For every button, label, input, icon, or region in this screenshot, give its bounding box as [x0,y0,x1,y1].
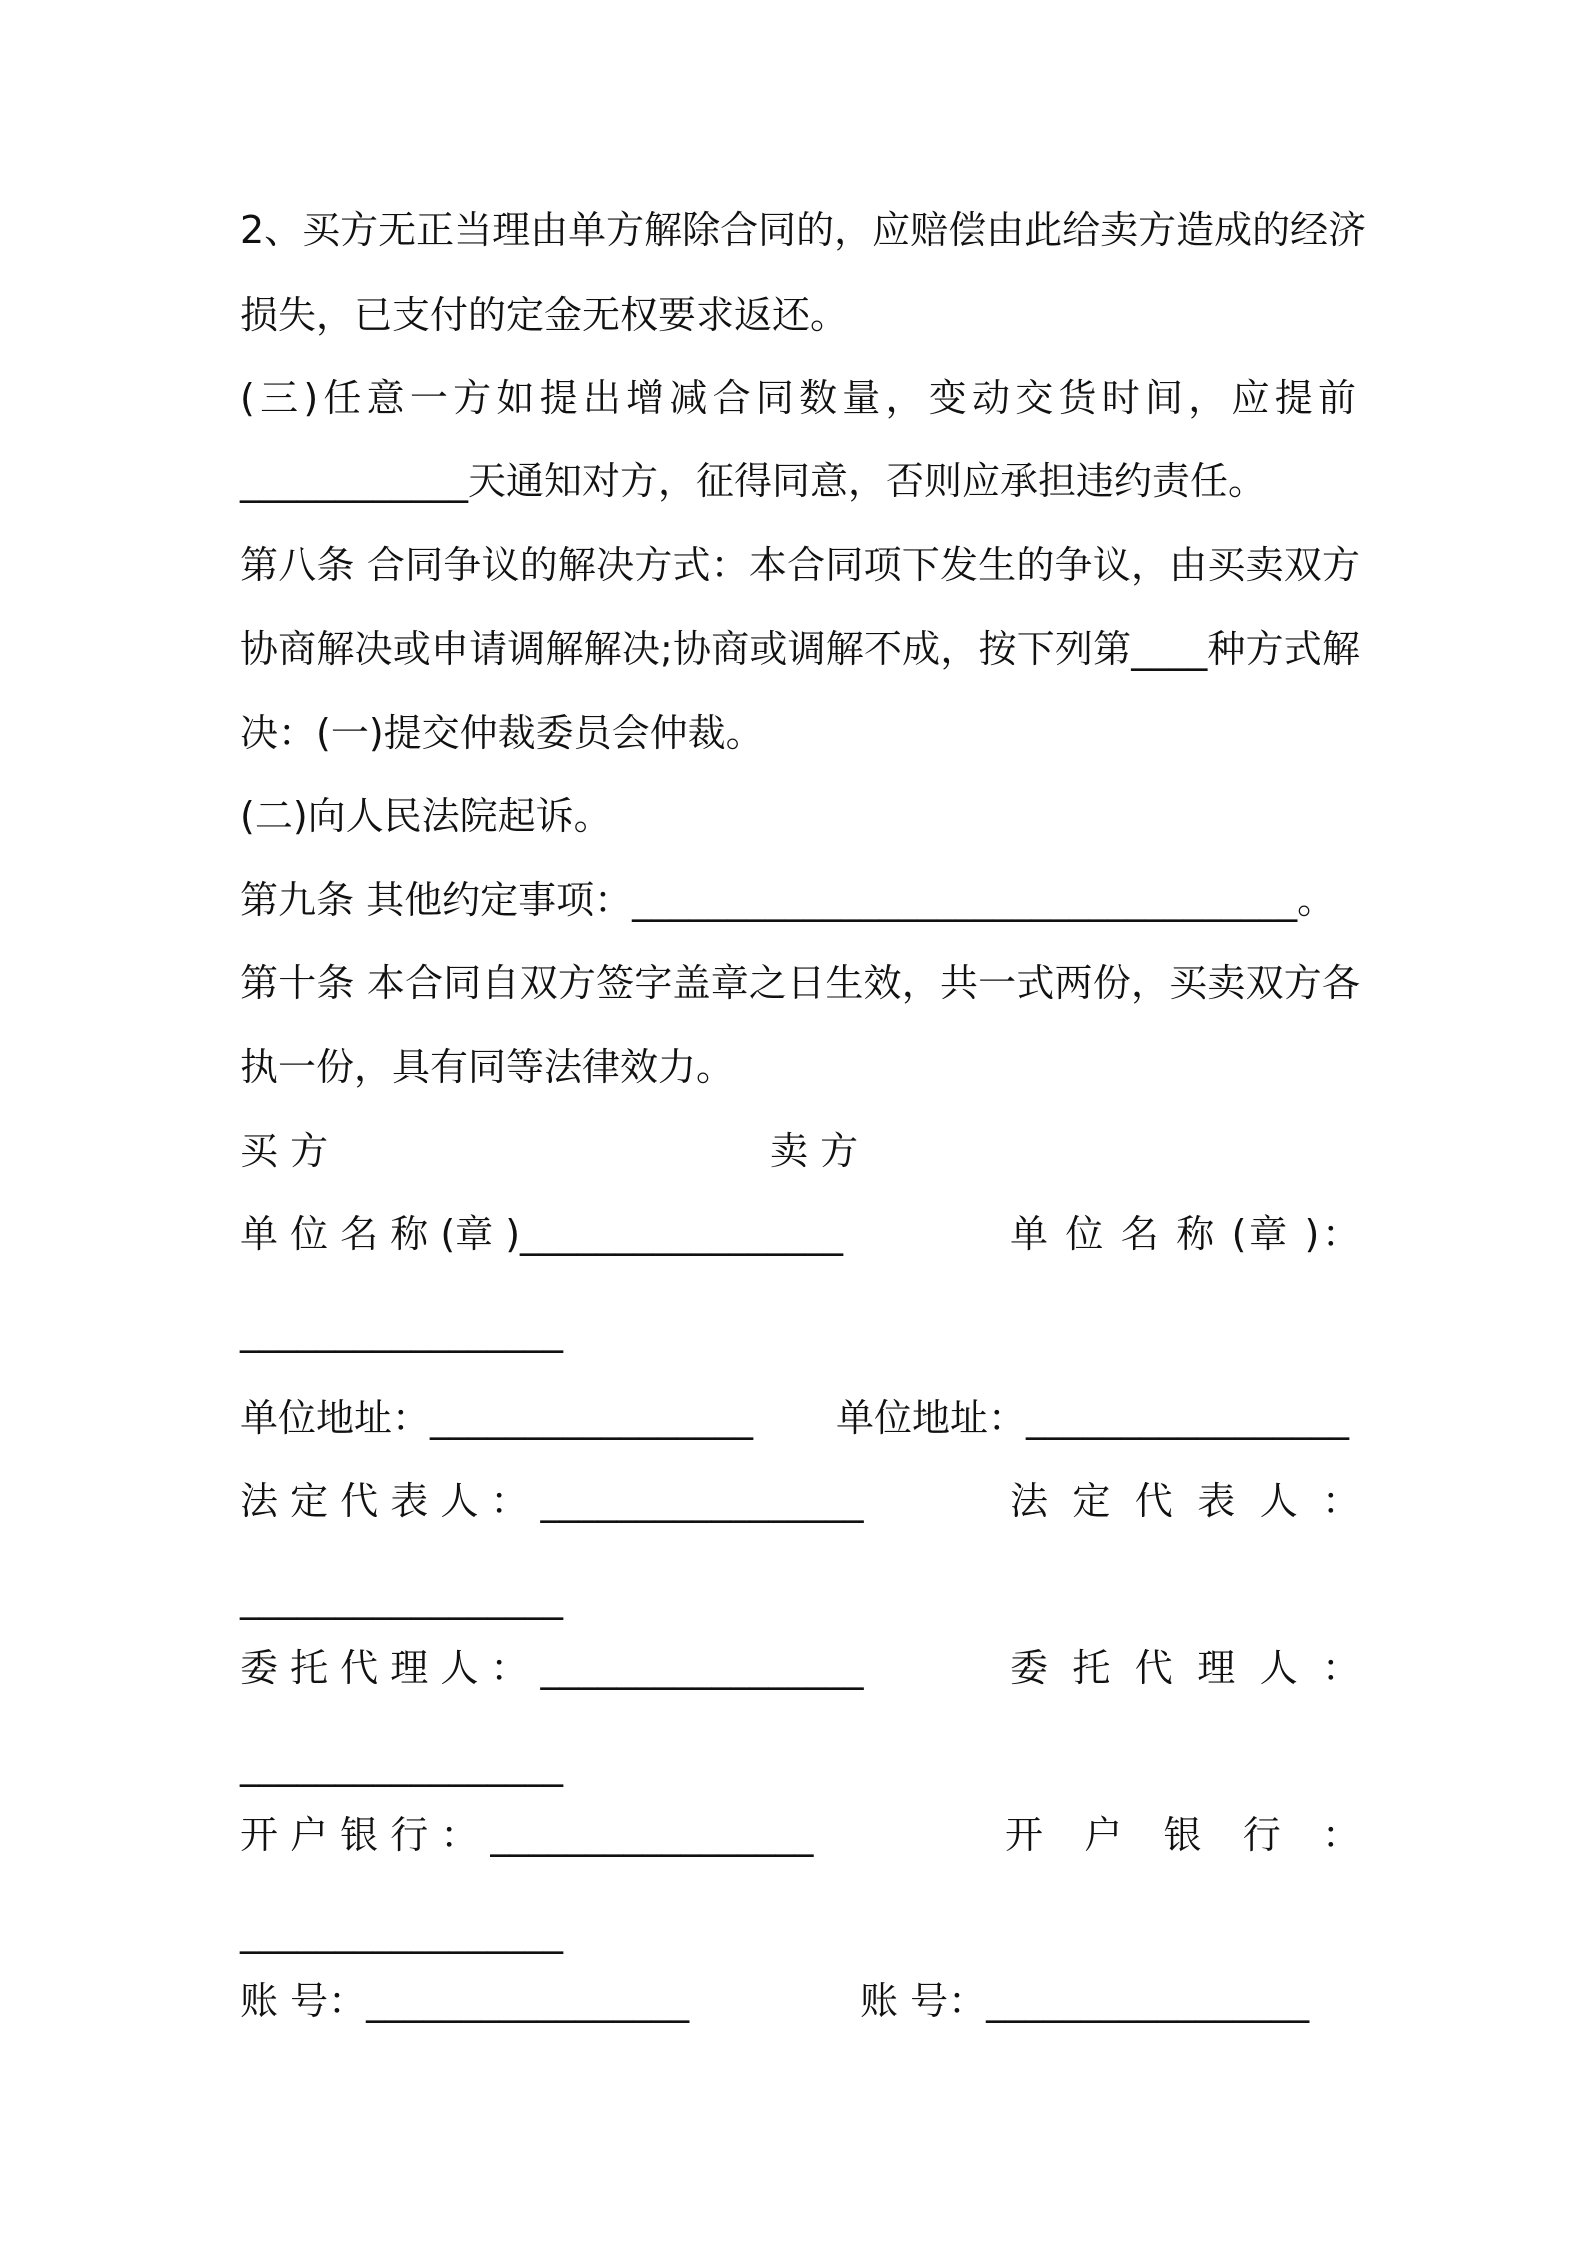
seller-unit-name-label: 单 位 名 称 (章 )： [1010,1212,1360,1256]
seller-legal-rep-blank: _________________ [240,1576,563,1620]
article-8-line-2: 协商解决或申请调解解决;协商或调解不成，按下列第____种方式解 [240,627,1360,671]
article-8-line-3: 决：(一)提交仲裁委员会仲裁。 [240,711,764,755]
clause-buyer-termination-line-2: 损失，已支付的定金无权要求返还。 [240,293,849,337]
seller-heading: 卖 方 [770,1129,859,1173]
clause-quantity-change-line-1: (三)任意一方如提出增减合同数量，变动交货时间，应提前 [240,376,1360,420]
buyer-unit-name-field: 单 位 名 称 (章 )_________________ [240,1212,844,1256]
article-8-line-1: 第八条 合同争议的解决方式：本合同项下发生的争议，由买卖双方 [240,543,1360,587]
seller-agent-blank: _________________ [240,1743,563,1787]
article-8-option-2: (二)向人民法院起诉。 [240,794,612,838]
buyer-address-field: 单位地址：_________________ [240,1396,754,1440]
seller-legal-rep-label: 法 定 代 表 人 ： [1010,1479,1360,1523]
seller-bank-label: 开 户 银 行 ： [1005,1813,1360,1857]
seller-address-field: 单位地址：_________________ [836,1396,1350,1440]
buyer-agent-field: 委 托 代 理 人 ： _________________ [240,1646,864,1690]
seller-account-field: 账 号：_________________ [860,1979,1310,2023]
article-9: 第九条 其他约定事项：___________________________________。 [240,878,1336,922]
buyer-bank-field: 开 户 银 行 ： _________________ [240,1813,814,1857]
seller-agent-label: 委 托 代 理 人 ： [1010,1646,1360,1690]
article-10-line-2: 执一份，具有同等法律效力。 [240,1045,735,1089]
clause-quantity-change-line-2: ____________天通知对方，征得同意，否则应承担违约责任。 [240,459,1267,503]
buyer-account-field: 账 号：_________________ [240,1979,690,2023]
seller-unit-name-blank: _________________ [240,1309,563,1353]
buyer-heading: 买 方 [240,1129,329,1173]
seller-bank-blank: _________________ [240,1910,563,1954]
article-10-line-1: 第十条 本合同自双方签字盖章之日生效，共一式两份，买卖双方各 [240,961,1360,1005]
clause-buyer-termination-line-1: 2、买方无正当理由单方解除合同的，应赔偿由此给卖方造成的经济 [240,208,1367,252]
buyer-legal-rep-field: 法 定 代 表 人 ： _________________ [240,1479,864,1523]
